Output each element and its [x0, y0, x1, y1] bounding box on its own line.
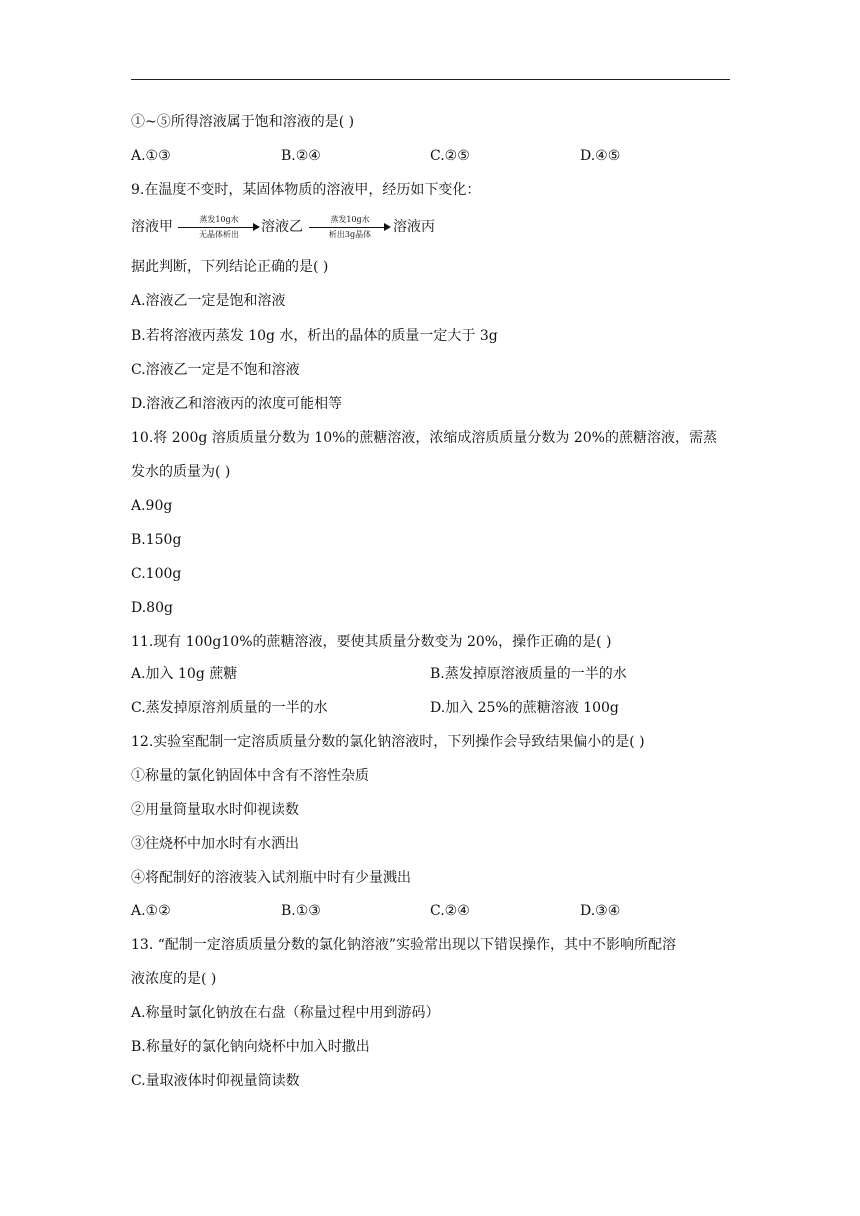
q8-question: ①~⑤所得溶液属于饱和溶液的是( ) [131, 114, 355, 130]
q12-item-1: ①称量的氯化钠固体中含有不溶性杂质 [131, 768, 369, 784]
q12-option-d: D.③④ [580, 903, 621, 919]
q11-stem: 11.现有 100g10%的蔗糖溶液，要使其质量分数变为 20%，操作正确的是( ) [131, 634, 612, 650]
q10-option-b: B.150g [131, 532, 182, 548]
q10-stem-line2: 发水的质量为( ) [131, 464, 231, 480]
arrow-1-shaft [178, 227, 256, 228]
q10-option-c: C.100g [131, 566, 182, 582]
q13-option-b: B.称量好的氯化钠向烧杯中加入时撒出 [131, 1039, 370, 1055]
solution-c-label: 溶液丙 [393, 219, 435, 235]
q12-item-4: ④将配制好的溶液装入试剂瓶中时有少量溅出 [131, 870, 411, 886]
q10-stem-line1: 10.将 200g 溶质质量分数为 10%的蔗糖溶液，浓缩成溶质质量分数为 20%的蔗糖溶液，需蒸 [131, 430, 717, 446]
arrow-1-result: 无晶体析出 [199, 230, 239, 239]
q10-option-a: A.90g [131, 498, 173, 514]
evaporate-arrow-1 [178, 213, 260, 243]
arrow-1-condition: 蒸发10g水 [199, 215, 239, 224]
evaporate-arrow-2 [309, 213, 391, 243]
q9-option-c: C.溶液乙一定是不饱和溶液 [131, 362, 300, 378]
q8-option-a: A.①③ [131, 148, 171, 164]
q9-question: 据此判断，下列结论正确的是( ) [131, 259, 329, 275]
q11-option-c: C.蒸发掉原溶剂质量的一半的水 [131, 700, 328, 716]
q12-item-2: ②用量筒量取水时仰视读数 [131, 802, 299, 818]
arrow-2-shaft [309, 227, 387, 228]
q13-option-c: C.量取液体时仰视量筒读数 [131, 1073, 300, 1089]
q13-option-a: A.称量时氯化钠放在右盘（称量过程中用到游码） [131, 1005, 440, 1021]
q9-process-diagram [131, 213, 471, 243]
q9-option-b: B.若将溶液丙蒸发 10g 水，析出的晶体的质量一定大于 3g [131, 328, 498, 344]
q8-option-d: D.④⑤ [580, 148, 621, 164]
q10-option-d: D.80g [131, 600, 173, 616]
q12-option-a: A.①② [131, 903, 171, 919]
arrow-2-condition: 蒸发10g水 [330, 215, 370, 224]
q11-option-a: A.加入 10g 蔗糖 [131, 666, 238, 682]
header-rule [131, 79, 730, 80]
q9-stem: 9.在温度不变时，某固体物质的溶液甲，经历如下变化： [131, 182, 481, 198]
q8-option-c: C.②⑤ [430, 148, 470, 164]
solution-a-label: 溶液甲 [131, 219, 173, 235]
q11-option-b: B.蒸发掉原溶液质量的一半的水 [430, 666, 627, 682]
q12-option-b: B.①③ [281, 903, 321, 919]
q12-item-3: ③往烧杯中加水时有水洒出 [131, 836, 299, 852]
q11-option-d: D.加入 25%的蔗糖溶液 100g [430, 700, 619, 716]
q9-option-d: D.溶液乙和溶液丙的浓度可能相等 [131, 396, 343, 412]
q12-option-c: C.②④ [430, 903, 470, 919]
q12-stem: 12.实验室配制一定溶质质量分数的氯化钠溶液时，下列操作会导致结果偏小的是( ) [131, 734, 645, 750]
q9-option-a: A.溶液乙一定是饱和溶液 [131, 293, 286, 309]
arrow-2-result: 析出3g晶体 [328, 230, 372, 239]
q13-stem-line1: 13. “配制一定溶质质量分数的氯化钠溶液”实验常出现以下错误操作，其中不影响所配溶 [131, 937, 677, 953]
q8-option-b: B.②④ [281, 148, 321, 164]
q13-stem-line2: 液浓度的是( ) [131, 971, 217, 987]
solution-b-label: 溶液乙 [261, 219, 303, 235]
